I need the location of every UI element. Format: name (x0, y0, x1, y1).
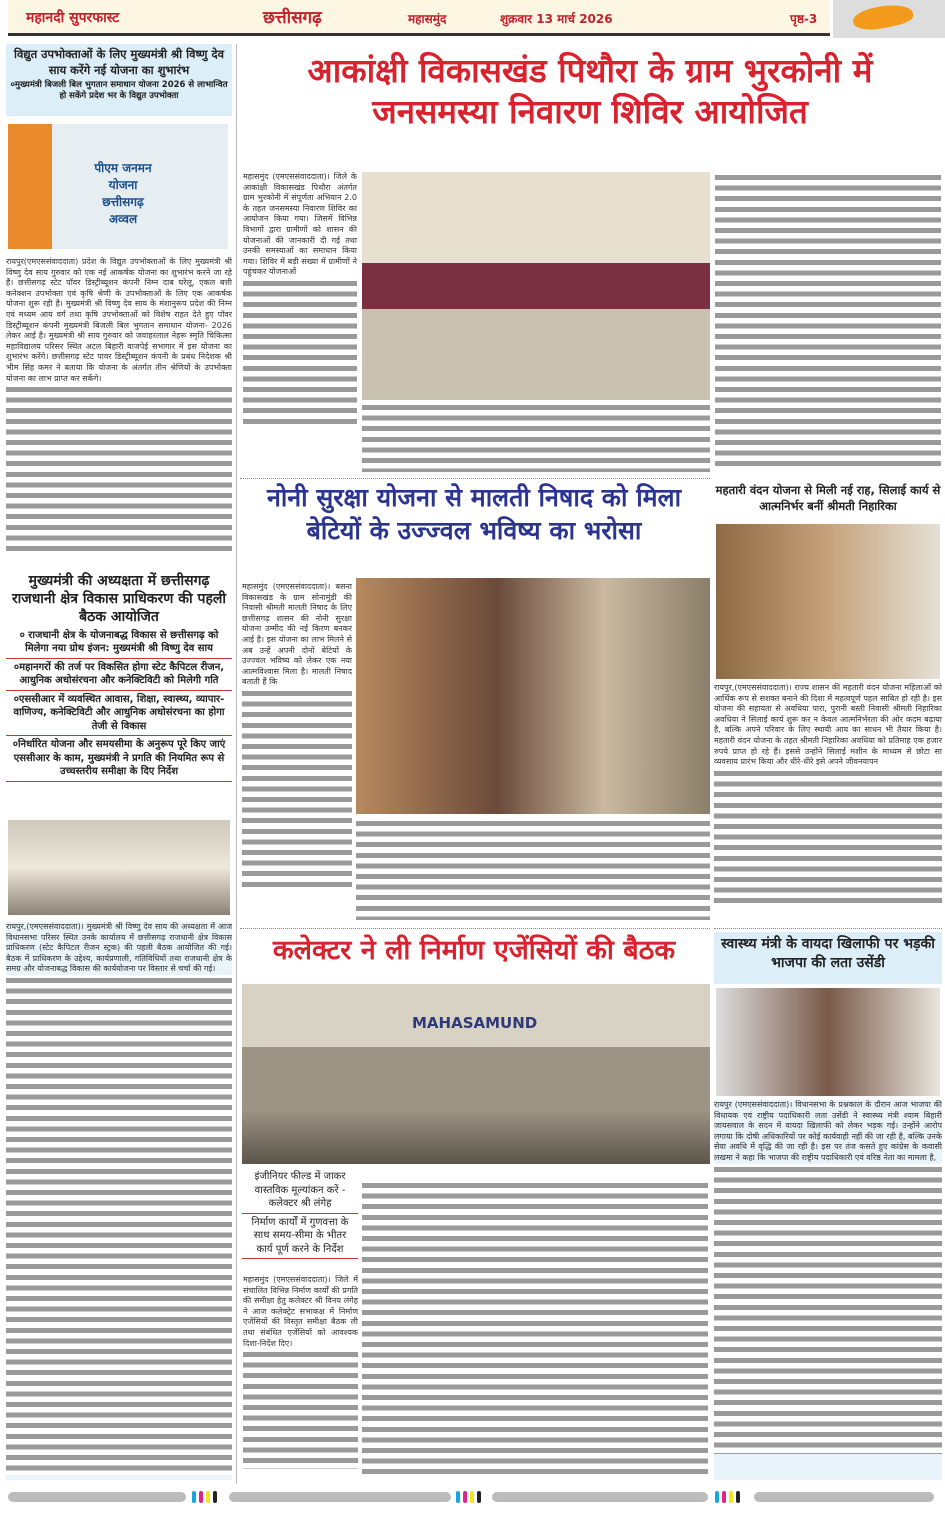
image-caption: MAHASAMUND (412, 1014, 538, 1032)
cm-scheme-photo (8, 124, 228, 249)
collector-subheads: इंजीनियर फील्ड में जाकर वास्तविक मूल्यांकन करें - कलेक्टर श्री लंगेह निर्माण कार्यों में गुणवत्ता के साथ समय-सीमा के भीतर कार्य पूर्ण करने के निर्देश (242, 1168, 358, 1259)
subheadline: ०निर्धारित योजना और समयसीमा के अनुरूप पूरे किए जाएं एससीआर के काम, मुख्यमंत्री ने प्रगति की नियमित रूप से उच्चस्तरीय समीक्षा के दिए निर्देश (6, 736, 232, 782)
city-name: महासमुंद (408, 12, 447, 26)
registration-mark (715, 1491, 719, 1503)
page-number: पृष्ठ-3 (790, 12, 818, 26)
article-body: रायपुर(एमएससंवाददाता) प्रदेश के विद्युत उपभोक्ताओं के लिए मुख्यमंत्री श्री विष्णु देव साय गुरुवार को एक नई आकर्षक योजना का शुभारंभ करने जा रहे हैं। छत्तीसगढ़ स्टेट पॉवर डिस्ट्रीब्यूशन कंपनी निम्न दाब घरेलू, एकल बत्ती कनेक्शन उपभोक्ता एवं कृषि श्रेणी के उपभोक्ताओं के लिए एक आकर्षक योजना शुरू रही है। मुख्यमंत्री श्री विष्णु देव साय के मंशानुरूप प्रदेश की निम्न एवं मध्यम आय वर्ग तथा कृषि उपभोक्ताओं को विशेष राहत देते हुए पॉवर डिस्ट्रीब्यूशन कंपनी मुख्यमंत्री बिजली बिल भुगतान समाधान योजना- 2026 लेकर आई है। मुख्यमंत्री श्री साय गुरुवार को जवाहरलाल नेहरू स्मृति चिकित्सा महाविद्यालय परिसर स्थित अटल बिहारी वाजपेई सभागार में इस योजना का शुभारंभ करेंगे। छत्तीसगढ़ स्टेट पावर डिस्ट्रीब्यूशन कंपनी के प्रबंध निदेशक श्री भीम सिंह कमर ने बताया कि योजना के अंतर्गत तीन श्रेणियों के उपभोक्ता योजना का लाभ प्राप्त कर सकेंगे। (6, 257, 232, 567)
subheadline: ०महानगरों की तर्ज पर विकसित होगा स्टेट कैपिटल रीजन, आधुनिक अधोसंरचना और कनेक्टिविटी को मिलेगी गति (6, 659, 232, 691)
print-bar (229, 1492, 451, 1502)
headline: विद्युत उपभोक्ताओं के लिए मुख्यमंत्री श्री विष्णु देव साय करेंगे नई योजना का शुभारंभ (14, 47, 224, 77)
article-body-cont (362, 1180, 708, 1480)
masthead-bar (8, 0, 830, 36)
article-body: रायपुर (एमएससंवाददाता)। विधानसभा के प्रश्नकाल के दौरान आज भाजपा की विधायक एवं राष्ट्रीय पदाधिकारी लता उसेंडी ने स्वास्थ्य मंत्री श्याम बिहारी जायसवाल के सदन में वायदा खिलाफी को लेकर भड़क गई। उन्होंने आरोप लगाया कि दोषी अधिकारियों पर कोई कार्यवाही नहीं की जा रही है, बल्कि उनके सेवा अवधि में वृद्धि की जा रही है। इस पर तंज कसते हुए कांग्रेस के कवासी लखमा ने कहा कि भाजपा की राष्ट्रीय पदाधिकारी एवं वरिष्ठ नेता का मामला है, (714, 1100, 942, 1480)
article-body: महासमुंद (एमएससंवाददाता)। जिले में संचालित विभिन्न निर्माण कार्यों की प्रगति की समीक्षा हेतु कलेक्टर श्री विनय लंगेह ने आज कलेक्ट्रेट सभाकक्ष में निर्माण एजेंसियों की विस्तृत समीक्षा बैठक ली तथा संबंधित एजेंसियों को आवश्यक दिशा-निर्देश दिए। (243, 1275, 358, 1480)
state-name: छत्तीसगढ़ (263, 8, 322, 28)
article-scr (6, 572, 232, 817)
subheadline: ०मुख्यमंत्री बिजली बिल भुगतान समाधान योजना 2026 से लाभान्वित हो सकेंगे प्रदेश भर के विद्युत उपभोक्ता (10, 80, 228, 102)
meeting-hall-photo (242, 984, 710, 1164)
article-body: महासमुंद (एमएससंवाददाता)। बसना विकासखंड के ग्राम सोनामुंडी की निवासी श्रीमती मालती निषाद के लिए छत्तीसगढ़ शासन की नोनी सुरक्षा योजना उम्मीद की नई किरण बनकर आई है। इस योजना का लाभ मिलने से अब उन्हें अपनी दोनों बेटियों के उज्ज्वल भविष्य को लेकर एक नया आत्मविश्वास मिला है। मालती निषाद बताती हैं कि (242, 582, 352, 920)
registration-mark (192, 1491, 196, 1503)
camp-photo (362, 172, 710, 400)
article-body-cont (715, 172, 941, 472)
meeting-photo (8, 820, 230, 915)
article-body: रायपुर,(एमएससंवाददाता)। मुख्यमंत्री श्री विष्णु देव साय की अध्यक्षता में आज विधानसभा परिसर स्थित उनके कार्यालय में छत्तीसगढ़ राजधानी क्षेत्र विकास प्राधिकरण (स्टेट कैपिटल रीजन स्ट्रक) की पहली बैठक आयोजित की गई। बैठक में प्राधिकरण के उद्देश्य, कार्यप्रणाली, गतिविधियों तथा राजधानी क्षेत्र के समग्र और योजनाबद्ध विकास की कार्ययोजना पर विस्तार से चर्चा की गई। (6, 922, 232, 1480)
article-body: रायपुर,(एमएससंवाददाता)। राज्य शासन की महतारी वंदन योजना महिलाओं को आर्थिक रूप से सशक्त बनाने की दिशा में महत्वपूर्ण पहल साबित हो रही है। इस योजना की सहायता से अवधिया पारा, पुरानी बस्ती निवासी श्रीमती निहारिका अवधिया ने सिलाई कार्य शुरू कर न केवल आत्मनिर्भरता की ओर कदम बढ़ाया है, बल्कि अपने परिवार के लिए स्थायी आय का साधन भी तैयार किया है।महतारी वंदन योजना के तहत श्रीमती निहारिका अवधिया को प्रतिमाह एक हजार रुपये प्राप्त हो रहे हैं। इससे उन्होंने सिलाई मशीन के माध्यम से छोटा सा व्यवसाय प्रारंभ किया और धीरे-धीरे इसे अपने जीवनयापन (714, 683, 942, 923)
article-body-cont (356, 818, 710, 920)
registration-mark (456, 1491, 460, 1503)
lata-usendi-photo (716, 988, 940, 1096)
malti-nishad-photo (356, 578, 710, 814)
mahtari-headline: महतारी वंदन योजना से मिली नई राह, सिलाई कार्य से आत्मनिर्भर बनीं श्रीमती निहारिका (715, 483, 941, 513)
print-bar (8, 1492, 186, 1502)
paper-name: महानदी सुपरफास्ट (26, 10, 120, 26)
article-body: महासमुंद (एमएससंवाददाता)। जिले के आकांक्षी विकासखंड पिथौरा अंतर्गत ग्राम भुरकोनी में संपूर्णता अभियान 2.0 के तहत जनसमस्या निवारण शिविर का आयोजन किया गया। जिसमें विभिन्न विभागों द्वारा ग्रामीणों को शासन की योजनाओं की जानकारी दी गई तथा उनकी समस्याओं का समाधान किया गया। शिविर में बड़ी संख्या में ग्रामीणों ने पहुंचकर योजनाओं (243, 172, 357, 472)
subheadline: ० राजधानी क्षेत्र के योजनाबद्ध विकास से छत्तीसगढ़ को मिलेगा नया ग्रोथ इंजन: मुख्यमंत्री श्री विष्णु देव साय (6, 627, 232, 659)
print-bar (492, 1492, 708, 1502)
subheadline: ०एससीआर में व्यवस्थित आवास, शिक्षा, स्वास्थ्य, व्यापार-वाणिज्य, कनेक्टिविटी और आधुनिक अधोसंरचना का होगा तेजी से विकास (6, 691, 232, 737)
article-electricity (6, 44, 232, 116)
image-caption: पीएम जनमन योजना छत्तीसगढ़ अव्वल (94, 161, 152, 226)
noni-headline: नोनी सुरक्षा योजना से मालती निषाद को मिला बेटियों के उज्ज्वल भविष्य का भरोसा (266, 483, 682, 545)
print-bar (754, 1492, 934, 1502)
headline: मुख्यमंत्री की अध्यक्षता में छत्तीसगढ़ राजधानी क्षेत्र विकास प्राधिकरण की पहली बैठक आयोजित (11, 573, 227, 626)
lead-headline: आकांक्षी विकासखंड पिथौरा के ग्राम भुरकोनी में जनसमस्या निवारण शिविर आयोजित (307, 51, 873, 132)
issue-date: शुक्रवार 13 मार्च 2026 (500, 12, 613, 26)
collector-headline: कलेक्टर ने ली निर्माण एजेंसियों की बैठक (272, 935, 676, 966)
article-body-cont (362, 402, 710, 472)
state-map-icon (833, 0, 945, 38)
niharika-photo (716, 524, 940, 679)
health-headline: स्वास्थ्य मंत्री के वायदा खिलाफी पर भड़की भाजपा की लता उसेंडी (714, 932, 942, 984)
